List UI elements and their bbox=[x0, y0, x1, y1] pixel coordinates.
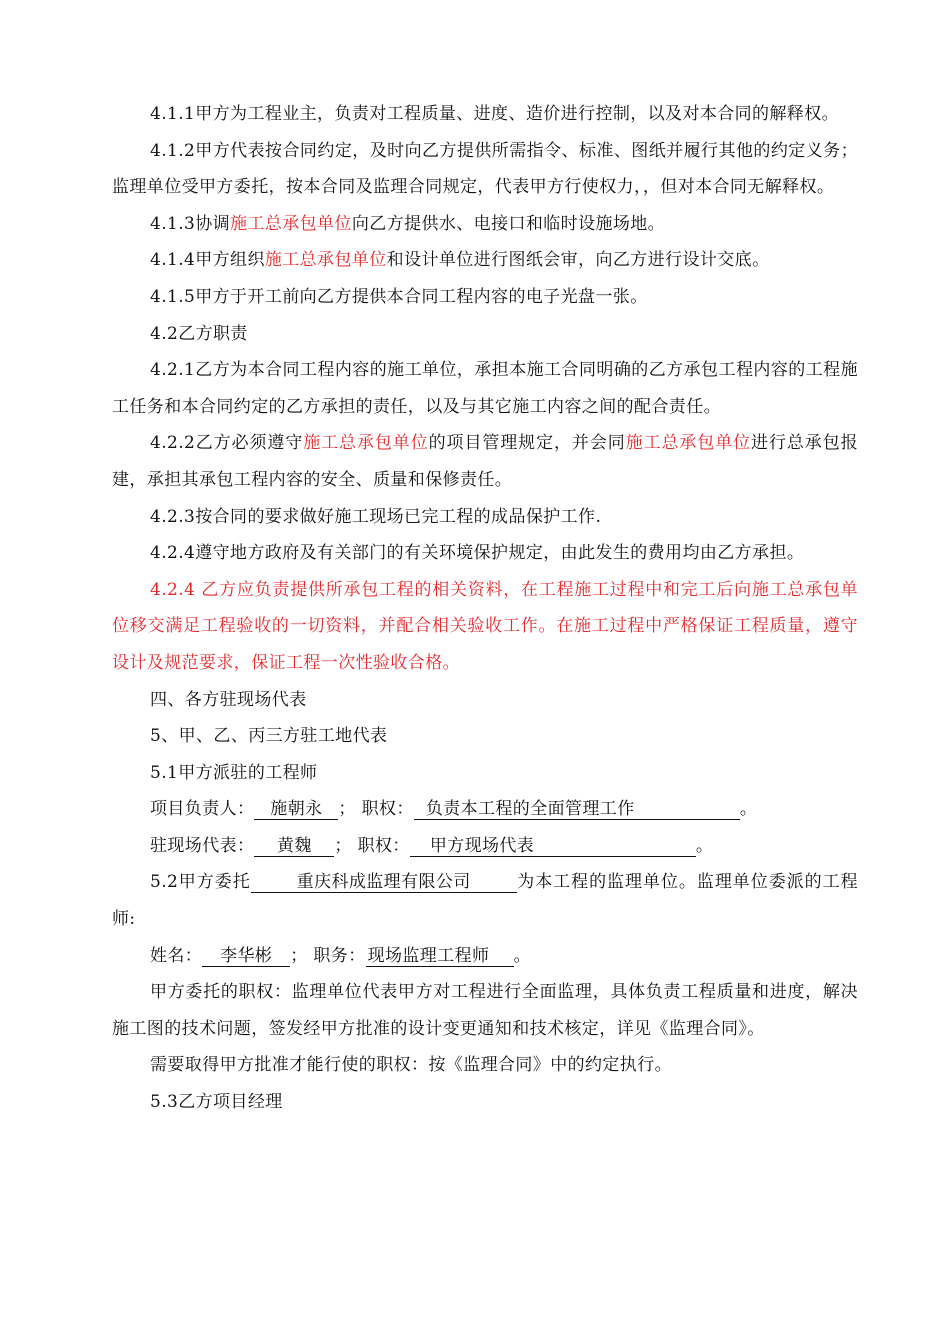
supervisor-name: 李华彬 bbox=[202, 946, 290, 967]
clause-4-2-4-red: 4.2.4 乙方应负责提供所承包工程的相关资料，在工程施工过程中和完工后向施工总承包单位移交满足工程验收的一切资料，并配合相关验收工作。在施工过程中严格保证工程质量，遵守设计及规范要求，保证工程一次性验收合格。 bbox=[112, 579, 858, 673]
contract-body bbox=[112, 96, 858, 1121]
clause-4-2-2 bbox=[112, 425, 858, 498]
supervisor-duty: 现场监理工程师 bbox=[366, 946, 514, 967]
field-label: 项目负责人： bbox=[150, 799, 255, 820]
clause-4-2-1: 4.2.1乙方为本合同工程内容的施工单位，承担本施工合同明确的乙方承包工程内容的工程施工任务和本合同约定的乙方承担的责任，以及与其它施工内容之间的配合责任。 bbox=[112, 360, 858, 417]
clause-text: 向乙方提供水、电接口和临时设施场地。 bbox=[351, 213, 666, 234]
clause-text: 进行总承包报建，承担其承包工程内容的安全、质量和保修责任。 bbox=[112, 433, 859, 490]
supervisor-engineer-line bbox=[112, 938, 858, 975]
clause-text: 和设计单位进行图纸会审，向乙方进行设计交底。 bbox=[386, 250, 770, 271]
site-rep-name: 黄魏 bbox=[254, 836, 334, 857]
clause-4-2-3: 4.2.3按合同的要求做好施工现场已完工程的成品保护工作. bbox=[150, 506, 602, 527]
highlighted-contractor: 施工总承包单位 bbox=[303, 433, 429, 454]
clause-4-1-4 bbox=[112, 242, 858, 279]
highlighted-contractor: 施工总承包单位 bbox=[625, 433, 752, 454]
section-5-3-heading: 5.3乙方项目经理 bbox=[150, 1092, 283, 1113]
section-5-heading: 5、甲、乙、丙三方驻工地代表 bbox=[150, 726, 388, 747]
section-5-1-heading: 5.1甲方派驻的工程师 bbox=[150, 762, 318, 783]
highlighted-contractor: 施工总承包单位 bbox=[230, 213, 352, 234]
clause-4-1-3 bbox=[112, 206, 858, 243]
field-label: 驻现场代表： bbox=[150, 835, 255, 856]
approval-required-authority: 需要取得甲方批准才能行使的职权：按《监理合同》中的约定执行。 bbox=[150, 1055, 672, 1076]
project-lead-duty: 负责本工程的全面管理工作 bbox=[414, 799, 740, 820]
field-label: ； 职务： bbox=[290, 945, 366, 966]
clause-4-1-2: 4.1.2甲方代表按合同约定，及时向乙方提供所需指令、标准、图纸并履行其他的约定义务；监理单位受甲方委托，按本合同及监理合同规定，代表甲方行使权力，，但对本合同无解释权。 bbox=[112, 140, 858, 198]
project-lead-name: 施朝永 bbox=[254, 799, 338, 820]
owner-site-rep-line bbox=[112, 828, 858, 865]
clause-text: 的项目管理规定，并会同 bbox=[428, 433, 626, 454]
delegated-authority: 甲方委托的职权：监理单位代表甲方对工程进行全面监理，具体负责工程质量和进度，解决施工图的技术问题，签发经甲方批准的设计变更通知和技术核定，详见《监理合同》。 bbox=[112, 982, 858, 1039]
highlighted-contractor: 施工总承包单位 bbox=[264, 250, 387, 271]
clause-text: 4.1.4甲方组织 bbox=[150, 250, 265, 271]
supervisor-company: 重庆科成监理有限公司 bbox=[251, 872, 517, 893]
clause-4-2-4: 4.2.4遵守地方政府及有关部门的有关环境保护规定，由此发生的费用均由乙方承担。 bbox=[150, 543, 805, 564]
clause-text: 5.2甲方委托 bbox=[150, 872, 251, 893]
line-end: 。 bbox=[695, 835, 714, 856]
clause-text: 为本工程的监理单位。监理单位委派的工程师: bbox=[112, 872, 858, 930]
clause-5-2 bbox=[112, 864, 858, 937]
clause-4-1-5: 4.1.5甲方于开工前向乙方提供本合同工程内容的电子光盘一张。 bbox=[150, 286, 648, 307]
section-four-heading: 四、各方驻现场代表 bbox=[150, 689, 307, 710]
clause-4-1-1: 4.1.1甲方为工程业主，负责对工程质量、进度、造价进行控制，以及对本合同的解释权。 bbox=[150, 104, 840, 124]
section-4-2-heading: 4.2乙方职责 bbox=[150, 323, 248, 344]
line-end: 。 bbox=[513, 945, 532, 966]
field-label: 姓名： bbox=[150, 945, 203, 966]
field-label: ； 职权： bbox=[334, 835, 410, 856]
clause-text: 4.2.2乙方必须遵守 bbox=[150, 433, 304, 454]
site-rep-duty: 甲方现场代表 bbox=[410, 836, 696, 857]
line-end: 。 bbox=[739, 799, 758, 820]
owner-project-lead-line bbox=[112, 791, 858, 828]
clause-text: 4.1.3协调 bbox=[150, 213, 231, 234]
field-label: ； 职权： bbox=[338, 799, 414, 820]
